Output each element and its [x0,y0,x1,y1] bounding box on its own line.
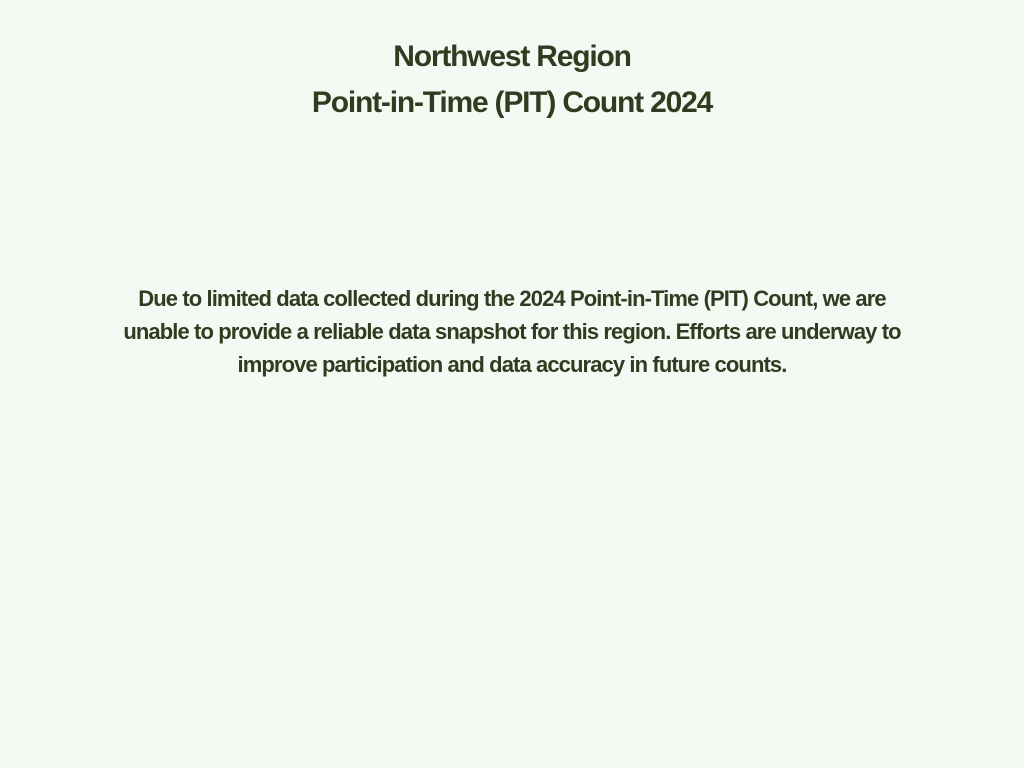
data-unavailable-notice: Due to limited data collected during the 2024 Point-in-Time (PIT) Count, we are unable to provide a reliable data snapshot for this region. Efforts are underway to improve participation and data accuracy in future counts. [123,286,901,377]
page-title: Point-in-Time (PIT) Count 2024 [311,86,713,119]
page-header [0,34,1024,126]
region-name: Northwest Region [393,40,631,73]
